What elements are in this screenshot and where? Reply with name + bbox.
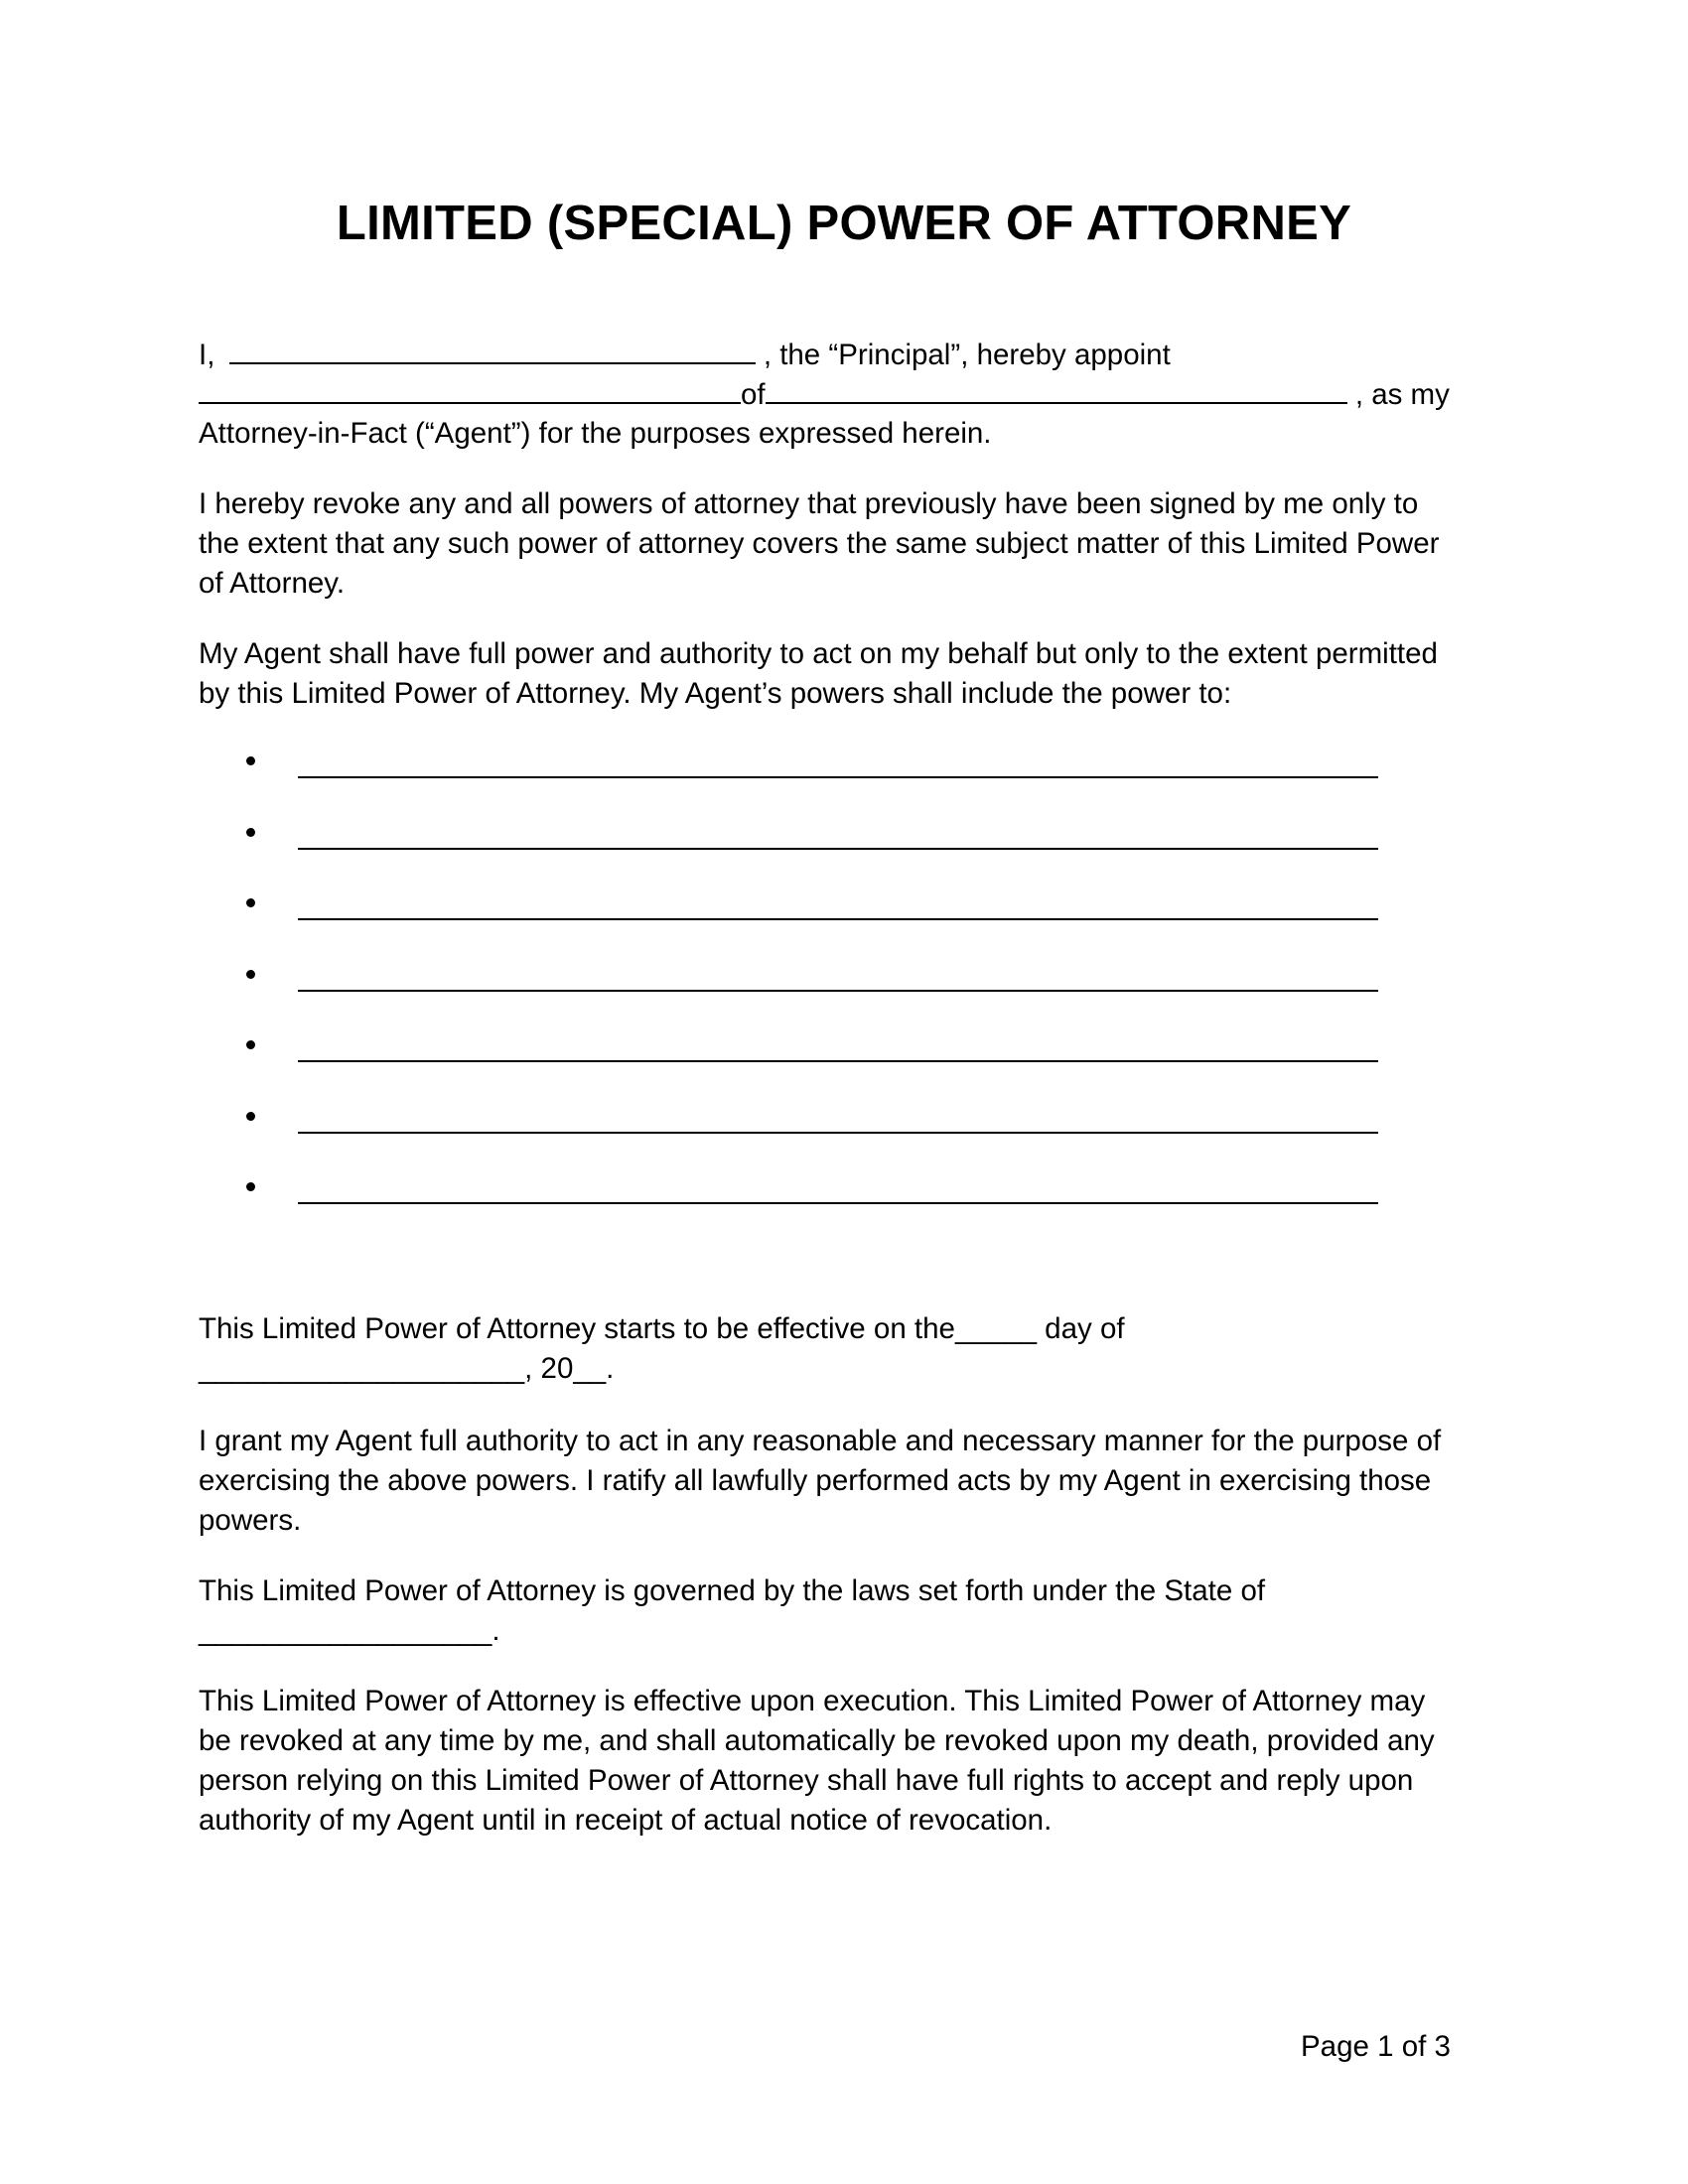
power-item-blank[interactable] (298, 990, 1378, 992)
power-item-blank[interactable] (298, 1132, 1378, 1134)
power-item (199, 818, 1390, 889)
principal-name-blank[interactable] (229, 335, 756, 364)
as-my-label: , as my (1354, 378, 1450, 411)
bullet-icon (246, 1182, 255, 1191)
agent-definition-line: Attorney-in-Fact (“Agent”) for the purposes expressed herein. (199, 417, 992, 450)
bullet-icon (246, 970, 255, 979)
power-item (199, 1172, 1390, 1244)
power-item-blank[interactable] (298, 918, 1378, 920)
power-item-blank[interactable] (298, 1060, 1378, 1062)
day-of-label: day of (1036, 1312, 1125, 1345)
power-item (199, 888, 1390, 960)
document-title: LIMITED (SPECIAL) POWER OF ATTORNEY (336, 197, 1352, 250)
effective-day-blank[interactable]: _____ (954, 1312, 1037, 1345)
intro-prefix: I, (199, 339, 215, 371)
agent-name-blank[interactable] (199, 374, 741, 404)
powers-list (199, 747, 1390, 1244)
power-item (199, 747, 1390, 818)
power-item (199, 960, 1390, 1031)
bullet-icon (246, 1112, 255, 1121)
bullet-icon (246, 828, 255, 837)
effective-year-label: , 20__. (524, 1352, 615, 1385)
effective-date-label: This Limited Power of Attorney starts to be effective on the (199, 1312, 955, 1345)
document-page: LIMITED (SPECIAL) POWER OF ATTORNEY I, , the “Principal”, hereby appoint of , as my Attorney-in-Fact (“Agent”) for the purposes expressed herein. I hereby revoke any and all powers of attorney that previously have been signed by me only to the extent that any such power of attorney covers the same subject matter of this Limited Power of Attorney. My Agent shall have full power and authority to act on my behalf but only to the extent permitted by this Limited Power of Attorney. My Agent’s powers shall include the power to: This Limited Power of Attorney starts to be effective on the_____ day of ____________________, 20__. I grant my Agent full authority to act in any reasonable and necessary manner for the purpose of exercising the above powers. I ratify all lawfully performed acts by my Agent in exercising those powers. This Limited Power of Attorney is governed by the laws set forth under the State of __________________. This Limited Power of Attorney is effective upon execution. This Limited Power of Attorney may be revoked at any time by me, and shall automatically be revoked upon my death, provided any person relying on this Limited Power of Attorney shall have full rights to accept and reply upon authority of my Agent until in receipt of actual notice of revocation. Page 1 of 3 (0, 0, 1688, 2184)
power-item (199, 1030, 1390, 1102)
power-item (199, 1102, 1390, 1173)
governing-law-label: This Limited Power of Attorney is governed by the laws set forth under the State of (199, 1574, 1266, 1607)
state-blank[interactable]: __________________ (199, 1614, 492, 1647)
power-item-blank[interactable] (298, 776, 1378, 778)
principal-label: , the “Principal”, hereby appoint (763, 339, 1171, 371)
bullet-icon (246, 756, 255, 765)
effective-month-blank[interactable]: ____________________ (199, 1352, 525, 1385)
bullet-icon (246, 898, 255, 907)
of-label: of (741, 378, 766, 411)
page-number: Page 1 of 3 (1301, 2030, 1451, 2063)
power-item-blank[interactable] (298, 848, 1378, 850)
power-item-blank[interactable] (298, 1202, 1378, 1204)
bullet-icon (246, 1040, 255, 1049)
agent-address-blank[interactable] (766, 374, 1347, 404)
